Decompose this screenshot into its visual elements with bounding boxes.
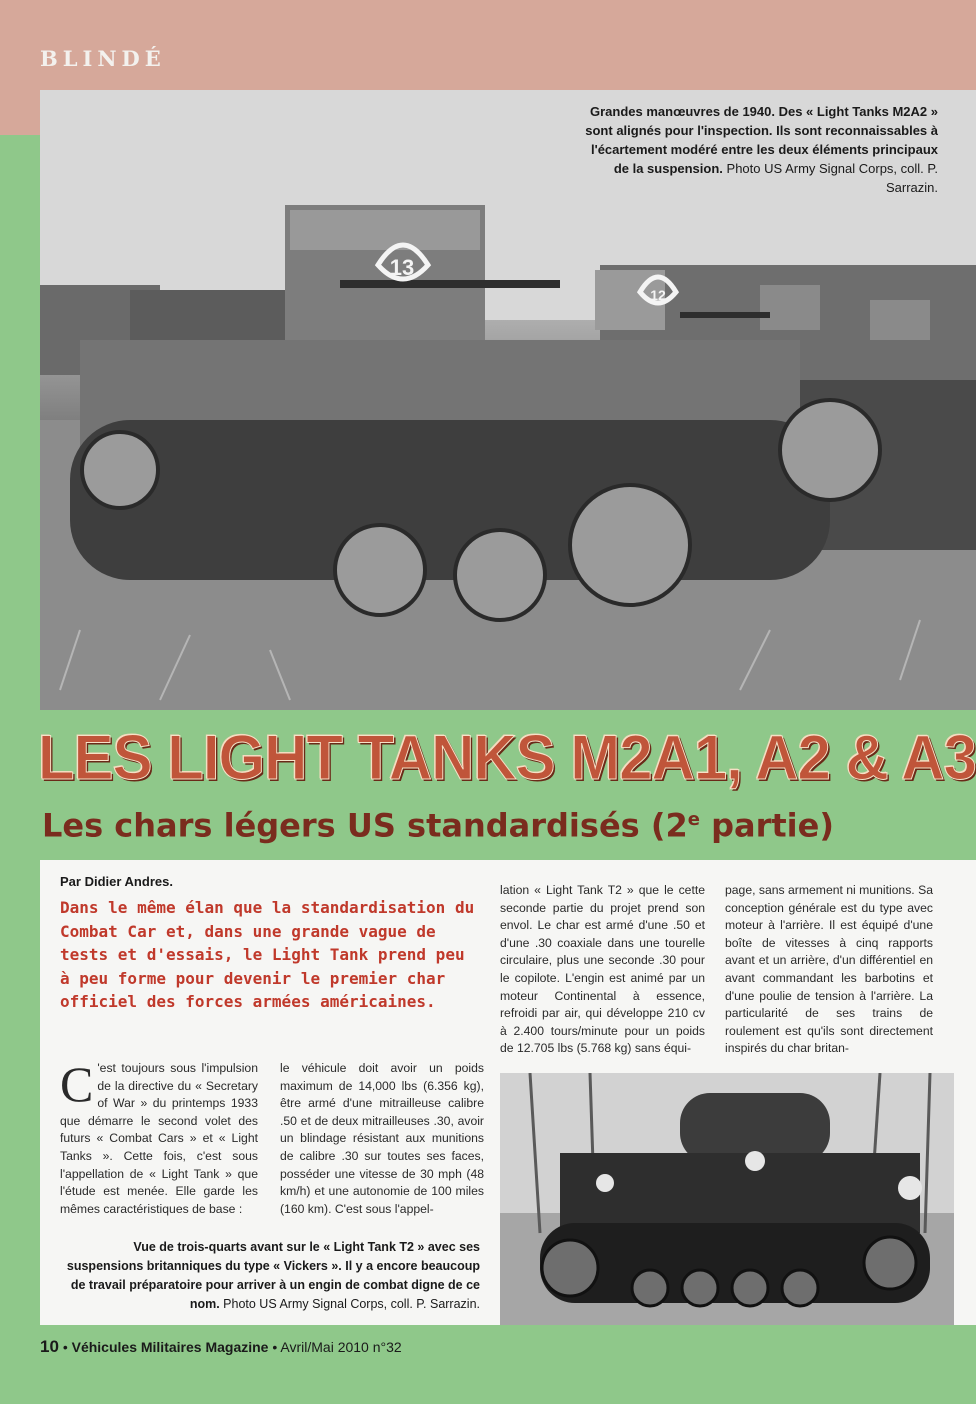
article-lede: Dans le même élan que la standardisation du Combat Car et, dans une grande vague de tests et d'essais, le Light Tank prend peu à peu forme pour devenir le premier char officiel des forces armées américaines. bbox=[60, 898, 475, 1011]
hero-caption-credit: Photo US Army Signal Corps, coll. P. Sarrazin. bbox=[726, 161, 938, 195]
subheadline-sup: e bbox=[687, 809, 700, 830]
t2-caption-credit: Photo US Army Signal Corps, coll. P. Sarrazin. bbox=[223, 1297, 480, 1311]
page-number: 10 bbox=[40, 1337, 59, 1356]
t2-tank-photo bbox=[500, 1073, 954, 1325]
issue-info: Avril/Mai 2010 n°32 bbox=[280, 1339, 402, 1355]
drop-cap: C bbox=[60, 1056, 94, 1112]
magazine-name: Véhicules Militaires Magazine bbox=[71, 1339, 269, 1355]
article-subheadline bbox=[42, 800, 834, 846]
t2-caption-text: Vue de trois-quarts avant sur le « Light Tank T2 » avec ses suspensions britanniques du type « Vickers ». Il y a encore beaucoup de travail préparatoire pour arriver à un engin de combat digne de ce nom. bbox=[66, 1240, 480, 1311]
section-label: BLINDÉ bbox=[40, 46, 166, 71]
t2-photo-caption bbox=[60, 1238, 480, 1314]
article-headline: LES LIGHT TANKS M2A1, A2 & A3 bbox=[38, 723, 976, 793]
text-column-1 bbox=[60, 1056, 258, 1218]
hero-caption-text: Grandes manœuvres de 1940. Des « Light Tanks M2A2 » sont alignés pour l'inspection. Ils sont reconnaissables à l'écartement modéré entre les deux éléments principaux de la suspension. bbox=[585, 104, 938, 176]
footer-bullet: • bbox=[272, 1339, 278, 1355]
text-column-3: lation « Light Tank T2 » que le cette seconde partie du projet prend son envol. Le char est armé d'une .50 et d'une .30 coaxiale dans une tourelle circulaire, plus une seconde .30 pour le copilote. L'engin est animé par un moteur Continental à essence, refroidi par air, qui développe 210 cv à 2.400 tours/minute pour un poids de 12.705 lbs (5.768 kg) sans équi- bbox=[500, 883, 705, 1056]
hero-photo bbox=[40, 90, 976, 710]
column-1-text: 'est toujours sous l'impulsion de la directive du « Secretary of War » du printemps 1933 que démarre le second volet des futurs « Combat Cars » et « Light Tanks ». Cette fois, c'est sous l'appellation de « Light Tank » que l'étude est menée. Elle garde les mêmes caractéristiques de base : bbox=[60, 1061, 258, 1216]
article-body bbox=[40, 860, 976, 1325]
footer-bullet: • bbox=[62, 1339, 68, 1355]
subheadline-main: Les chars légers US standardisés (2 bbox=[42, 806, 688, 845]
page-footer bbox=[40, 1337, 402, 1357]
tank-marking: 13 bbox=[389, 255, 415, 280]
t2-tank-illustration bbox=[500, 1073, 954, 1325]
text-column-4: page, sans armement ni munitions. Sa conception générale est du type avec moteur à l'arrière. Il est équipé d'une boîte de vitesses à cinq rapports avant et un arrière, d'un différentiel en avant commandant les barbotins et d'une poulie de tension à l'arrière. La particularité de ses trains de roulement est qu'ils sont directement inspirés du char britan- bbox=[725, 883, 933, 1056]
author-byline: Par Didier Andres. bbox=[60, 874, 173, 889]
subheadline-end: partie) bbox=[699, 806, 834, 845]
tank-marking: 12 bbox=[650, 287, 666, 303]
hero-caption bbox=[578, 102, 938, 197]
text-column-2: le véhicule doit avoir un poids maximum de 14,000 lbs (6.356 kg), être armé d'une mitrailleuse calibre .50 et de deux mitrailleuses .30, avoir un blindage résistant aux munitions de calibre .30 sur toutes ses faces, posséder une vitesse de 30 mph (48 km/h) et une autonomie de 100 miles (160 km). C'est sous l'appel- bbox=[280, 1061, 484, 1216]
